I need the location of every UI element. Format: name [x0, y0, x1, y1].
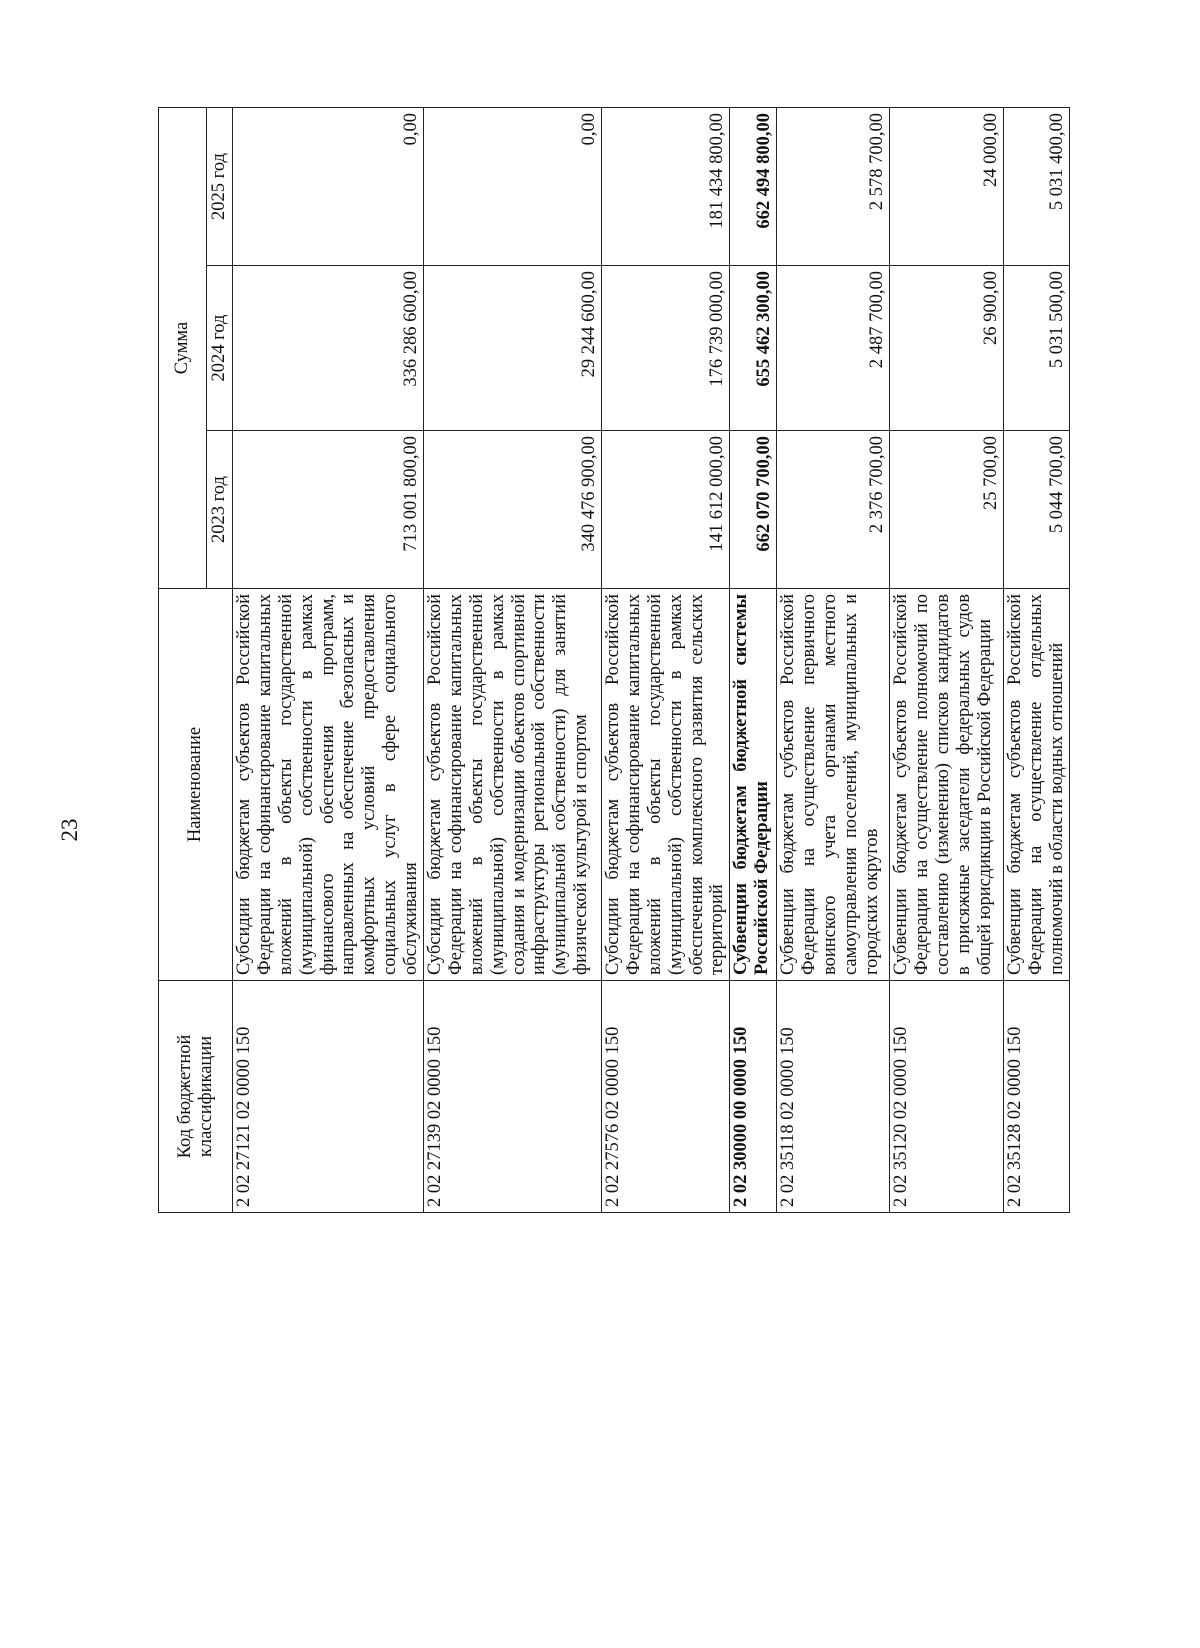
row-sum-2023: 5 044 700,00 — [1004, 431, 1070, 589]
row-code: 2 02 27139 02 0000 150 — [424, 981, 602, 1213]
row-sum-2025: 0,00 — [424, 107, 602, 265]
header-sum: Сумма — [159, 107, 207, 588]
row-code: 2 02 35128 02 0000 150 — [1004, 981, 1070, 1213]
row-sum-2024: 29 244 600,00 — [424, 266, 602, 431]
row-sum-2024: 176 739 000,00 — [602, 266, 730, 431]
row-name: Субсидии бюджетам субъектов Российской Федерации на софинансирование капитальных вложений в объекты государственной (муниципальной) собственности в рамках создания и модернизации объектов спортивной инфраструктуры региональной собственности (муниципальной собственности) для занятий физической культурой и спортом — [424, 589, 602, 981]
row-sum-2025: 662 494 800,00 — [730, 107, 777, 265]
row-sum-2024: 336 286 600,00 — [233, 266, 424, 431]
row-sum-2024: 5 031 500,00 — [1004, 266, 1070, 431]
row-sum-2025: 0,00 — [233, 107, 424, 265]
row-name: Субвенции бюджетам субъектов Российской Федерации на осуществление отдельных полномочий в области водных отношений — [1004, 589, 1070, 981]
header-year-2023: 2023 год — [207, 431, 233, 589]
row-sum-2024: 26 900,00 — [890, 266, 1004, 431]
row-name: Субвенции бюджетам бюджетной системы Российской Федерации — [730, 589, 777, 981]
row-sum-2024: 2 487 700,00 — [777, 266, 890, 431]
row-code: 2 02 35120 02 0000 150 — [890, 981, 1004, 1213]
header-name: Наименование — [159, 589, 233, 981]
budget-table-container — [158, 108, 1068, 1213]
budget-table — [158, 107, 1070, 1213]
row-sum-2025: 2 578 700,00 — [777, 107, 890, 265]
row-name: Субсидии бюджетам субъектов Российской Федерации на софинансирование капитальных вложений в объекты государственной (муниципальной) собственности в рамках обеспечения комплексного развития сельских территорий — [602, 589, 730, 981]
row-name: Субвенции бюджетам субъектов Российской Федерации на осуществление первичного воинского учета органами местного самоуправления поселений, муниципальных и городских округов — [777, 589, 890, 981]
header-code: Код бюджетной классификации — [159, 981, 233, 1213]
header-row — [159, 107, 207, 1212]
row-sum-2023: 25 700,00 — [890, 431, 1004, 589]
header-year-2025: 2025 год — [207, 107, 233, 265]
page-number: 23 — [57, 818, 82, 842]
row-code: 2 02 27576 02 0000 150 — [602, 981, 730, 1213]
row-sum-2024: 655 462 300,00 — [730, 266, 777, 431]
table-row-total — [730, 107, 777, 1212]
row-sum-2025: 181 434 800,00 — [602, 107, 730, 265]
row-sum-2025: 5 031 400,00 — [1004, 107, 1070, 265]
table-row — [602, 107, 730, 1212]
row-name: Субсидии бюджетам субъектов Российской Федерации на софинансирование капитальных вложений в объекты государственной (муниципальной) собственности в рамках финансового обеспечения программ, направленных на обеспечение безопасных и комфортных условий предоставления социальных услуг в сфере социального обслуживания — [233, 589, 424, 981]
row-code: 2 02 27121 02 0000 150 — [233, 981, 424, 1213]
table-row — [1004, 107, 1070, 1212]
table-row — [890, 107, 1004, 1212]
row-sum-2025: 24 000,00 — [890, 107, 1004, 265]
table-row — [233, 107, 424, 1212]
row-code: 2 02 30000 00 0000 150 — [730, 981, 777, 1213]
table-row — [777, 107, 890, 1212]
row-sum-2023: 340 476 900,00 — [424, 431, 602, 589]
row-sum-2023: 141 612 000,00 — [602, 431, 730, 589]
header-year-2024: 2024 год — [207, 266, 233, 431]
row-sum-2023: 2 376 700,00 — [777, 431, 890, 589]
row-sum-2023: 713 001 800,00 — [233, 431, 424, 589]
row-code: 2 02 35118 02 0000 150 — [777, 981, 890, 1213]
row-sum-2023: 662 070 700,00 — [730, 431, 777, 589]
row-name: Субвенции бюджетам субъектов Российской Федерации на осуществление полномочий по составлению (изменению) списков кандидатов в присяжные заседатели федеральных судов общей юрисдикции в Российской Федерации — [890, 589, 1004, 981]
table-row — [424, 107, 602, 1212]
